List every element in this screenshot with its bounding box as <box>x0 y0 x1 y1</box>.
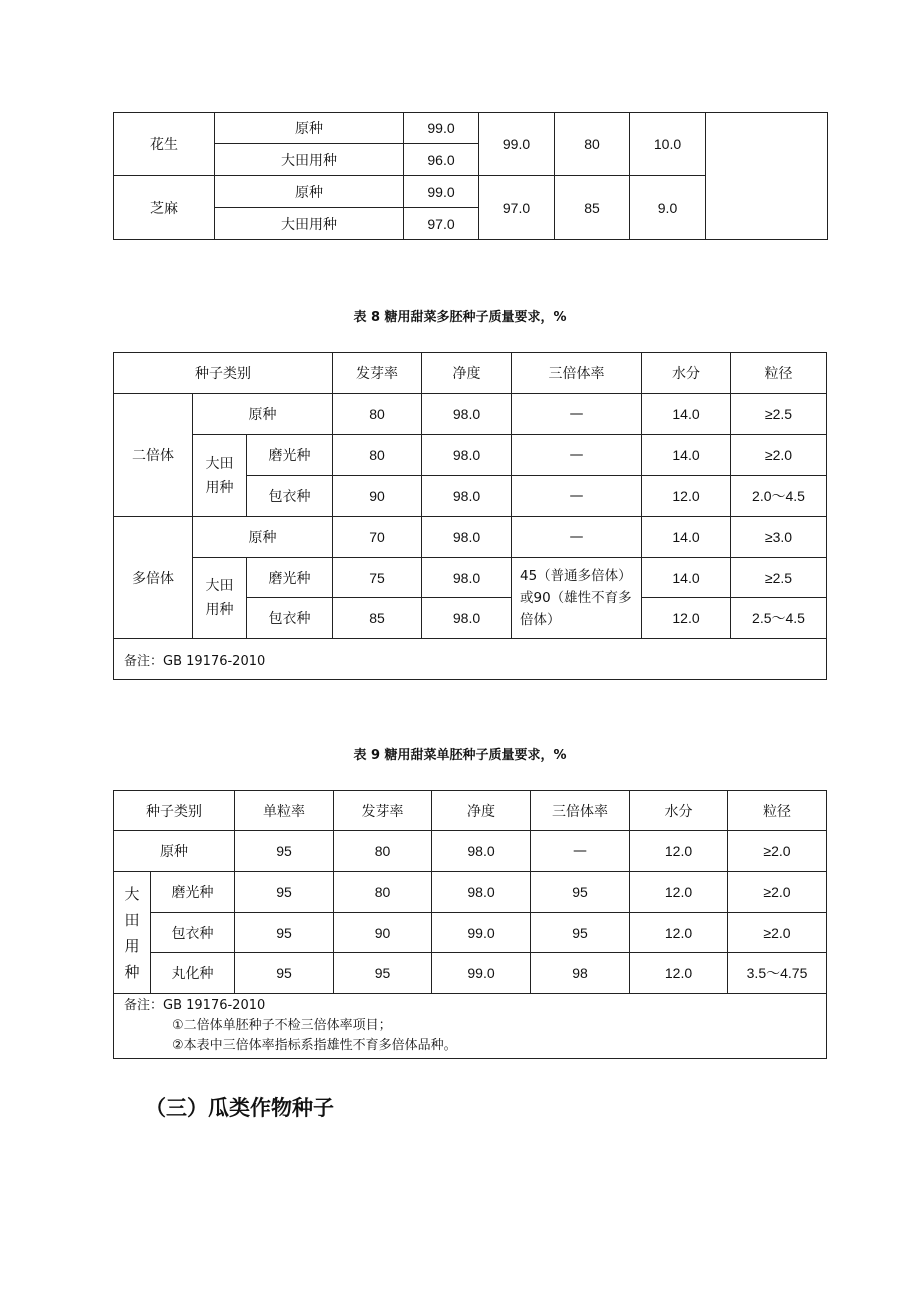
triploid-cell: — <box>512 476 642 517</box>
germination-cell: 80 <box>334 872 432 913</box>
header-category: 种子类别 <box>114 353 333 394</box>
header-germination: 发芽率 <box>333 353 422 394</box>
germination-cell: 80 <box>333 435 422 476</box>
size-cell: ≥2.0 <box>728 872 827 913</box>
field-use-label: 大田用种 <box>193 435 247 517</box>
note-line: 备注：GB 19176-2010 <box>124 998 266 1013</box>
triploid-cell: — <box>512 435 642 476</box>
row-label: 原种 <box>114 831 235 872</box>
moisture-cell: 14.0 <box>642 394 731 435</box>
header-purity: 净度 <box>432 791 531 831</box>
header-size: 粒径 <box>728 791 827 831</box>
size-cell: 3.5～4.75 <box>728 953 827 994</box>
purity-cell: 97.0 <box>404 208 479 240</box>
moisture-cell: 14.0 <box>642 517 731 558</box>
field-use-vertical-label <box>114 872 151 994</box>
row-label: 磨光种 <box>151 872 235 913</box>
monogerm-cell: 95 <box>235 913 334 953</box>
purity-cell: 98.0 <box>422 598 512 639</box>
size-cell: ≥2.5 <box>731 394 827 435</box>
row-label: 包衣种 <box>247 476 333 517</box>
germination-cell: 90 <box>334 913 432 953</box>
row-label: 原种 <box>193 517 333 558</box>
monogerm-cell: 95 <box>235 831 334 872</box>
purity-cell: 98.0 <box>432 872 531 913</box>
germination-cell: 80 <box>333 394 422 435</box>
purity-cell: 98.0 <box>422 476 512 517</box>
size-cell: ≥3.0 <box>731 517 827 558</box>
row-label: 原种 <box>193 394 333 435</box>
value-cell: 97.0 <box>479 176 555 240</box>
table8-multigerm <box>113 352 827 680</box>
table8-caption: 表 8 糖用甜菜多胚种子质量要求，% <box>353 310 567 325</box>
sub-field: 大田用种 <box>215 144 404 176</box>
value-cell: 80 <box>555 113 630 176</box>
moisture-cell: 14.0 <box>642 435 731 476</box>
row-label: 包衣种 <box>151 913 235 953</box>
row-label: 包衣种 <box>247 598 333 639</box>
triploid-merged-cell: 45（普通多倍体）或90（雄性不育多倍体） <box>512 558 642 639</box>
triploid-cell: 95 <box>531 913 630 953</box>
triploid-cell: — <box>512 517 642 558</box>
field-use-label: 大田用种 <box>193 558 247 639</box>
header-moisture: 水分 <box>642 353 731 394</box>
value-cell: 9.0 <box>630 176 706 240</box>
purity-cell: 99.0 <box>404 113 479 144</box>
purity-cell: 99.0 <box>404 176 479 208</box>
purity-cell: 98.0 <box>422 394 512 435</box>
monogerm-cell: 95 <box>235 953 334 994</box>
header-category: 种子类别 <box>114 791 235 831</box>
size-cell: ≥2.0 <box>728 913 827 953</box>
size-cell: ≥2.0 <box>731 435 827 476</box>
triploid-cell: — <box>512 394 642 435</box>
size-cell: 2.0～4.5 <box>731 476 827 517</box>
purity-cell: 98.0 <box>432 831 531 872</box>
label-char: 用 <box>124 936 140 955</box>
polyploid-label: 多倍体 <box>114 517 193 639</box>
germination-cell: 85 <box>333 598 422 639</box>
germination-cell: 75 <box>333 558 422 598</box>
triploid-cell: — <box>531 831 630 872</box>
header-triploid: 三倍体率 <box>531 791 630 831</box>
label-char: 大 <box>124 884 140 903</box>
section-heading: （三）瓜类作物种子 <box>145 1096 334 1120</box>
purity-cell: 99.0 <box>432 913 531 953</box>
germination-cell: 80 <box>334 831 432 872</box>
blank-cell <box>706 113 828 240</box>
size-cell: ≥2.0 <box>728 831 827 872</box>
moisture-cell: 12.0 <box>630 953 728 994</box>
moisture-cell: 12.0 <box>642 598 731 639</box>
table-oilseed-continuation <box>113 112 828 240</box>
size-cell: ≥2.5 <box>731 558 827 598</box>
value-cell: 85 <box>555 176 630 240</box>
monogerm-cell: 95 <box>235 872 334 913</box>
row-label: 磨光种 <box>247 435 333 476</box>
label-char: 种 <box>124 962 140 981</box>
crop-sesame: 芝麻 <box>114 176 215 240</box>
row-label: 丸化种 <box>151 953 235 994</box>
purity-cell: 98.0 <box>422 435 512 476</box>
table9-monogerm <box>113 790 827 1059</box>
purity-cell: 98.0 <box>422 558 512 598</box>
label-char: 田 <box>124 910 140 929</box>
purity-cell: 96.0 <box>404 144 479 176</box>
sub-original: 原种 <box>215 176 404 208</box>
table9-notes <box>114 994 827 1059</box>
sub-field: 大田用种 <box>215 208 404 240</box>
moisture-cell: 12.0 <box>630 831 728 872</box>
moisture-cell: 12.0 <box>642 476 731 517</box>
purity-cell: 98.0 <box>422 517 512 558</box>
row-label: 磨光种 <box>247 558 333 598</box>
size-cell: 2.5～4.5 <box>731 598 827 639</box>
germination-cell: 90 <box>333 476 422 517</box>
value-cell: 10.0 <box>630 113 706 176</box>
triploid-cell: 95 <box>531 872 630 913</box>
table9-caption: 表 9 糖用甜菜单胚种子质量要求，% <box>353 748 567 763</box>
moisture-cell: 12.0 <box>630 872 728 913</box>
header-purity: 净度 <box>422 353 512 394</box>
header-moisture: 水分 <box>630 791 728 831</box>
crop-peanut: 花生 <box>114 113 215 176</box>
germination-cell: 70 <box>333 517 422 558</box>
header-size: 粒径 <box>731 353 827 394</box>
header-germination: 发芽率 <box>334 791 432 831</box>
moisture-cell: 12.0 <box>630 913 728 953</box>
purity-cell: 99.0 <box>432 953 531 994</box>
triploid-cell: 98 <box>531 953 630 994</box>
table8-note: 备注：GB 19176-2010 <box>114 639 827 680</box>
moisture-cell: 14.0 <box>642 558 731 598</box>
diploid-label: 二倍体 <box>114 394 193 517</box>
header-monogerm: 单粒率 <box>235 791 334 831</box>
header-triploid: 三倍体率 <box>512 353 642 394</box>
value-cell: 99.0 <box>479 113 555 176</box>
note-line: ②本表中三倍体率指标系指雄性不育多倍体品种。 <box>172 1038 457 1053</box>
sub-original: 原种 <box>215 113 404 144</box>
germination-cell: 95 <box>334 953 432 994</box>
note-line: ①二倍体单胚种子不检三倍体率项目； <box>172 1018 392 1033</box>
